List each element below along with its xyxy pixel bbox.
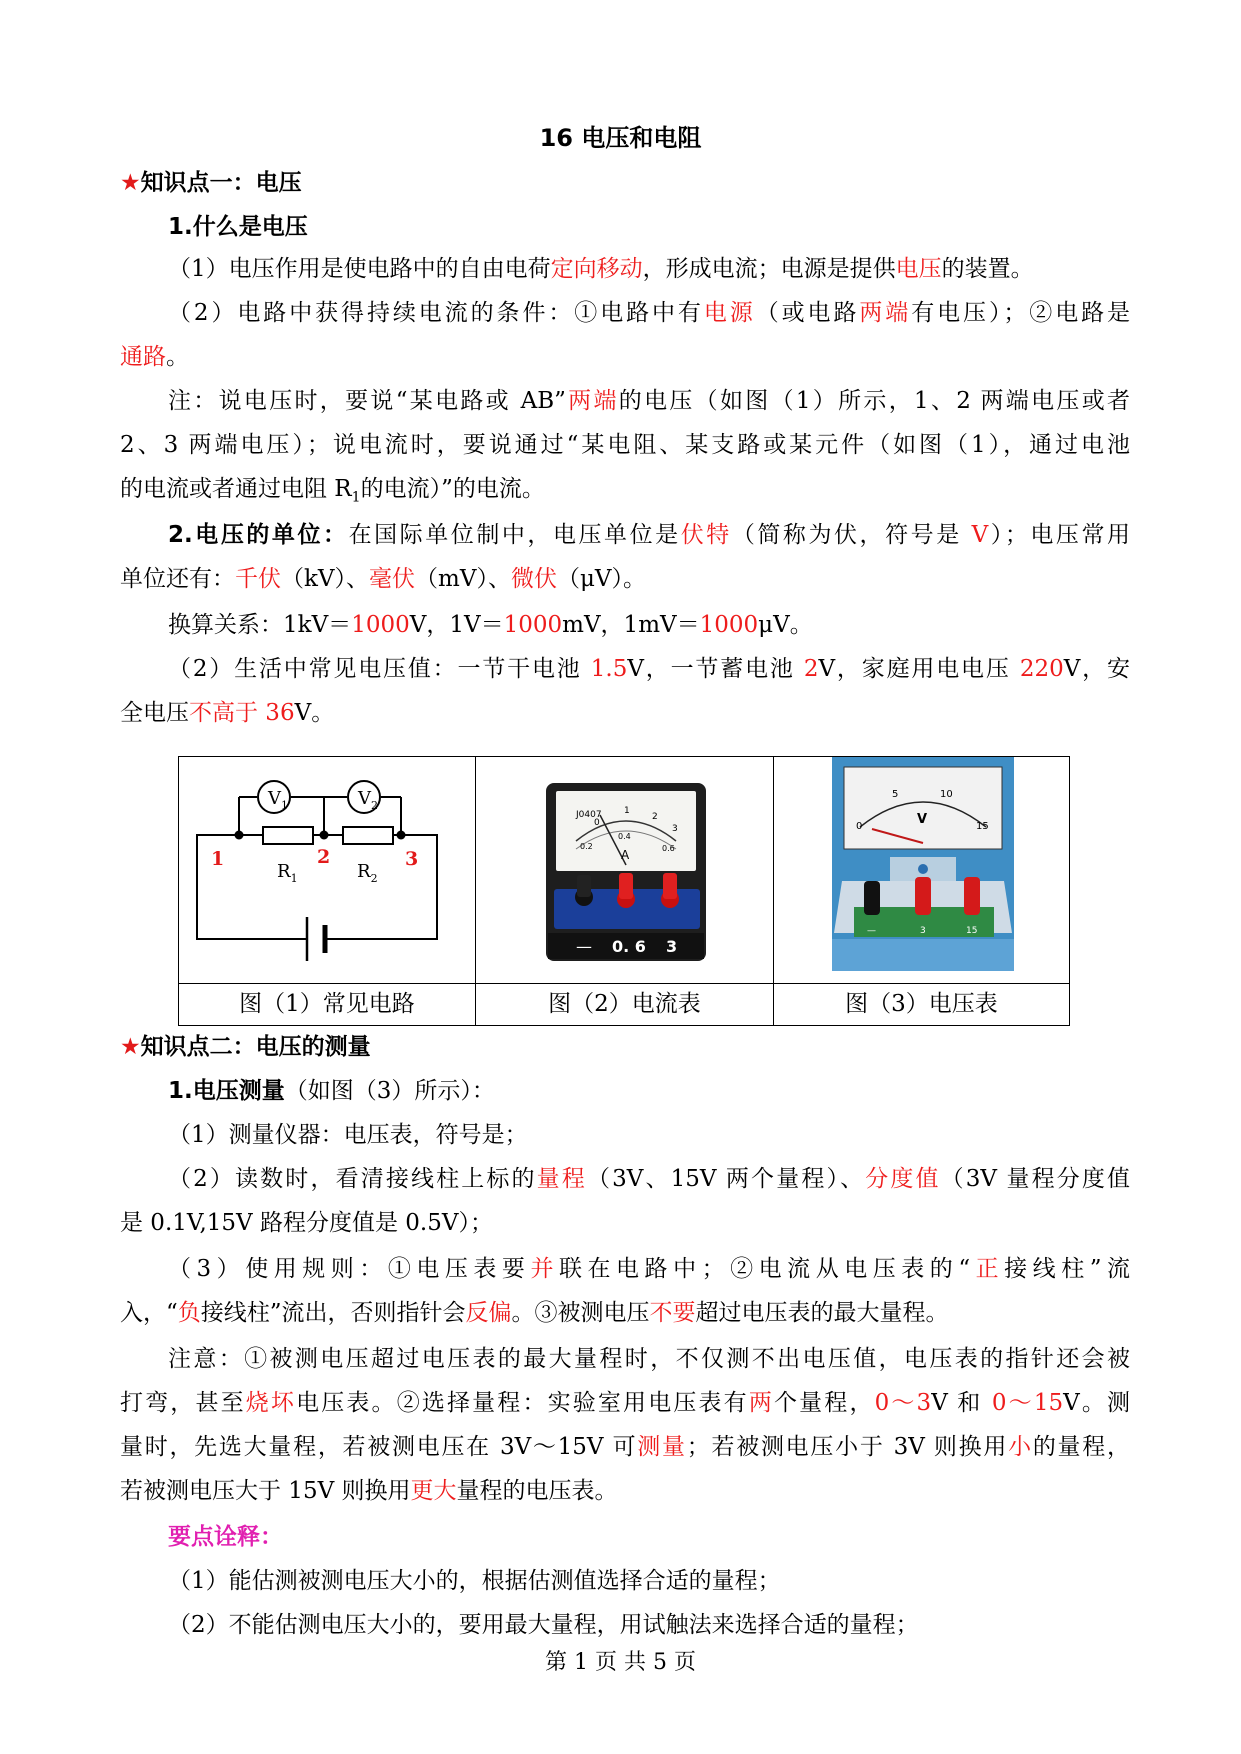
svg-text:0: 0 xyxy=(594,818,600,828)
svg-text:2: 2 xyxy=(652,812,658,822)
svg-text:3: 3 xyxy=(920,926,926,936)
paragraph-line: 是 0.1V,15V 路程分度值是 0.5V）； xyxy=(120,1210,493,1236)
paragraph-line: （2）读数时，看清接线柱上标的量程（3V、15V 两个量程）、分度值（3V 量程分度值 xyxy=(168,1166,1131,1192)
svg-text:5: 5 xyxy=(892,789,899,800)
svg-text:10: 10 xyxy=(940,789,953,800)
svg-text:15: 15 xyxy=(966,926,978,936)
svg-text:0. 6: 0. 6 xyxy=(612,937,646,956)
subheading-what-is-voltage: 1.什么是电压 xyxy=(168,214,308,240)
r1-label: $R_1$ xyxy=(277,861,298,885)
svg-text:0.2: 0.2 xyxy=(580,842,593,851)
v2-label: $V_2$ xyxy=(358,788,378,812)
paragraph-line: （2）电路中获得持续电流的条件：①电路中有电源（或电路两端有电压）；②电路是 xyxy=(168,300,1131,326)
resistor-r2 xyxy=(343,827,393,844)
caption-figure-2: 图（2）电流表 xyxy=(476,983,773,1025)
figure-cell-voltmeter xyxy=(774,757,1069,1025)
star-icon: ★ xyxy=(120,1034,141,1060)
paragraph-line: 1.电压测量（如图（3）所示）： xyxy=(168,1078,495,1104)
section-heading-2: ★知识点二：电压的测量 xyxy=(120,1034,371,1060)
svg-text:0.4: 0.4 xyxy=(618,832,631,841)
svg-text:3: 3 xyxy=(666,937,678,956)
node-3 xyxy=(397,831,406,840)
paragraph-line: （2）不能估测电压大小的，要用最大量程，用试触法来选择合适的量程； xyxy=(168,1612,919,1638)
svg-text:J0407: J0407 xyxy=(576,810,602,820)
terminal-3 xyxy=(915,877,931,915)
paragraph-line: （1）电压作用是使电路中的自由电荷定向移动，形成电流；电源是提供电压的装置。 xyxy=(168,256,1034,282)
node-1 xyxy=(235,831,244,840)
svg-text:3: 3 xyxy=(672,824,678,834)
figure-cell-circuit xyxy=(179,757,476,1025)
resistor-r1 xyxy=(263,827,313,844)
svg-text:—: — xyxy=(867,926,876,936)
ammeter-unit: A xyxy=(621,848,630,862)
v1-label: $V_1$ xyxy=(268,788,288,812)
voltmeter-unit: V xyxy=(917,812,928,827)
key-points-heading: 要点诠释： xyxy=(168,1524,283,1550)
paragraph-line: 2、3 两端电压）；说电流时，要说通过“某电阻、某支路或某元件（如图（1），通过电池 xyxy=(120,432,1130,458)
figure-cell-ammeter xyxy=(476,757,774,1025)
paragraph-line: 2.电压的单位：在国际单位制中，电压单位是伏特（简称为伏，符号是 V）；电压常用 xyxy=(168,522,1131,548)
svg-text:0: 0 xyxy=(856,821,863,832)
paragraph-line: 若被测电压大于 15V 则换用更大量程的电压表。 xyxy=(120,1478,618,1504)
paragraph-line: （3）使用规则：①电压表要并联在电路中；②电流从电压表的“正接线柱”流 xyxy=(168,1256,1131,1282)
terminal-negative xyxy=(864,881,880,915)
paragraph-line: （1）测量仪器：电压表，符号是； xyxy=(168,1122,528,1148)
star-icon: ★ xyxy=(120,170,141,196)
paragraph-line: 的电流或者通过电阻 $R_1$的电流）”的电流。 xyxy=(120,476,545,506)
caption-figure-3: 图（3）电压表 xyxy=(774,983,1069,1025)
voltmeter-image xyxy=(774,757,1069,983)
page-title: 16 电压和电阻 xyxy=(539,124,702,152)
section-heading-1: ★知识点一：电压 xyxy=(120,170,302,196)
figure-table xyxy=(178,756,1070,1026)
node-2 xyxy=(320,831,329,840)
node-label-3: 3 xyxy=(405,848,419,870)
node-label-2: 2 xyxy=(317,846,331,868)
svg-text:0.6: 0.6 xyxy=(662,844,675,853)
caption-figure-1: 图（1）常见电路 xyxy=(179,983,475,1025)
terminal-15 xyxy=(964,877,980,915)
ammeter-image xyxy=(476,757,773,983)
r2-label: $R_2$ xyxy=(357,861,378,885)
page-footer: 第 1 页 共 5 页 xyxy=(545,1650,696,1675)
paragraph-line: 通路。 xyxy=(120,344,189,370)
svg-text:1: 1 xyxy=(624,806,630,816)
paragraph-line: （2）生活中常见电压值：一节干电池 1.5V，一节蓄电池 2V，家庭用电电压 220V，安 xyxy=(168,656,1131,682)
circuit-diagram xyxy=(179,757,475,983)
paragraph-line: 量时，先选大量程，若被测电压在 3V～15V 可测量；若被测电压小于 3V 则换用小的量程， xyxy=(120,1434,1131,1460)
paragraph-line: 入，“负接线柱”流出，否则指针会反偏。③被测电压不要超过电压表的最大量程。 xyxy=(120,1300,949,1326)
paragraph-line: 全电压不高于 36V。 xyxy=(120,700,335,726)
paragraph-line: 换算关系：1kV＝1000V，1V＝1000mV，1mV＝1000μV。 xyxy=(168,612,813,638)
svg-text:—: — xyxy=(576,937,592,956)
paragraph-line: 注：说电压时，要说“某电路或 AB”两端的电压（如图（1）所示，1、2 两端电压或者 xyxy=(168,388,1130,414)
svg-text:15: 15 xyxy=(976,821,989,832)
paragraph-line: （1）能估测被测电压大小的，根据估测值选择合适的量程； xyxy=(168,1568,781,1594)
node-label-1: 1 xyxy=(211,848,225,870)
paragraph-line: 注意：①被测电压超过电压表的最大量程时，不仅测不出电压值，电压表的指针还会被 xyxy=(168,1346,1130,1372)
paragraph-line: 打弯，甚至烧坏电压表。②选择量程：实验室用电压表有两个量程，0～3V 和 0～15V。测 xyxy=(120,1390,1131,1416)
paragraph-line: 单位还有：千伏（kV）、毫伏（mV）、微伏（μV）。 xyxy=(120,566,647,592)
